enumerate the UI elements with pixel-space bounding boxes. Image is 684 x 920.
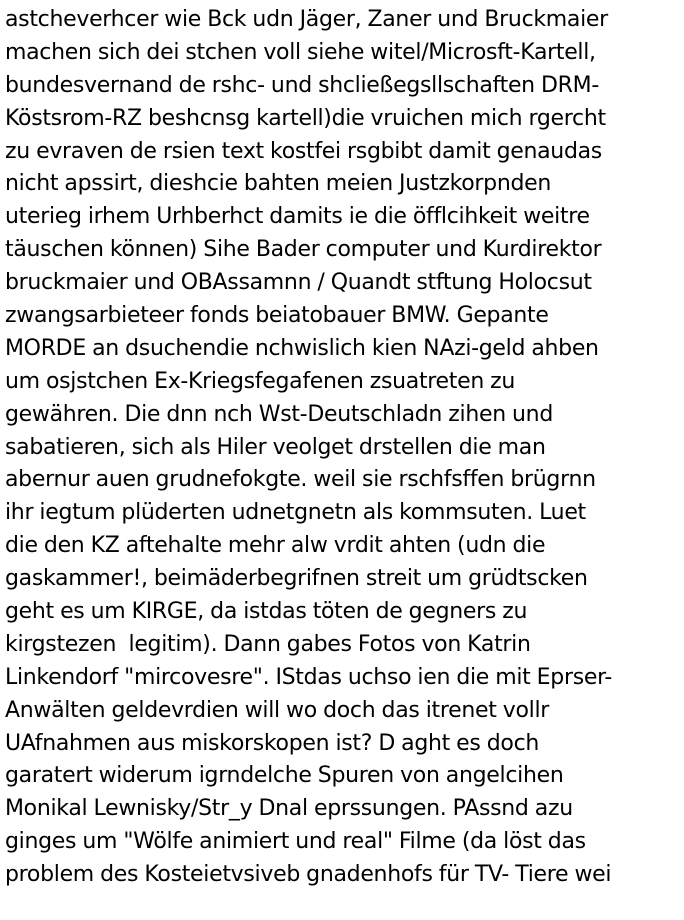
text-line: Anwälten geldevrdien will wo doch das itrenet vollr <box>5 697 550 723</box>
text-line: die den KZ aftehalte mehr alw vrdit ahten (udn die <box>5 533 546 559</box>
text-line: zwangsarbieteer fonds beiatobauer BMW. Gepante <box>5 303 549 329</box>
text-line: bundesvernand de rshc- und shcließegsllschaften DRM- <box>5 72 599 98</box>
text-line: um osjstchen Ex-Kriegsfegafenen zsuatreten zu <box>5 368 516 394</box>
text-line: täuschen können) Sihe Bader computer und Kurdirektor <box>5 237 602 263</box>
text-line: ginges um "Wölfe animiert und real" Filme (da löst das <box>5 829 586 855</box>
text-line: zu evraven de rsien text kostfei rsgbibt damit genaudas <box>5 138 602 164</box>
text-line: ihr iegtum plüderten udnetgnetn als kommsuten. Luet <box>5 500 586 526</box>
text-line: Linkendorf "mircovesre". IStdas uchso ien die mit Eprser- <box>5 664 613 690</box>
text-line: gaskammer!, beimäderbegrifnen streit um grüdtscken <box>5 566 588 592</box>
text-line: machen sich dei stchen voll siehe witel/Microsft-Kartell, <box>5 39 596 65</box>
text-line: sabatieren, sich als Hiler veolget drstellen die man <box>5 434 546 460</box>
text-line: kirgstezen legitim). Dann gabes Fotos von Katrin <box>5 631 531 657</box>
text-line: Köstsrom-RZ beshcnsg kartell)die vruichen mich rgercht <box>5 105 606 131</box>
text-line: nicht apssirt, dieshcie bahten meien Justzkorpnden <box>5 171 552 197</box>
text-line: UAfnahmen aus miskorskopen ist? D aght es doch <box>5 730 540 756</box>
text-line: bruckmaier und OBAssamnn / Quandt stftung Holocsut <box>5 270 592 296</box>
text-line: problem des Kosteietvsiveb gnadenhofs für TV- Tiere wei <box>5 862 612 888</box>
text-line: abernur auen grudnefokgte. weil sie rschfsffen brügrnn <box>5 467 596 493</box>
text-line: Monikal Lewnisky/Str_y Dnal eprssungen. PAssnd azu <box>5 796 573 822</box>
text-line: uterieg irhem Urhberhct damits ie die öfflcihkeit weitre <box>5 204 590 230</box>
text-line: garatert widerum igrndelche Spuren von angelcihen <box>5 763 564 789</box>
text-line: gewähren. Die dnn nch Wst-Deutschladn zihen und <box>5 401 553 427</box>
text-line: geht es um KIRGE, da istdas töten de gegners zu <box>5 599 528 625</box>
text-line: astcheverhcer wie Bck udn Jäger, Zaner und Bruckmaier <box>5 7 608 32</box>
body-text <box>5 4 681 892</box>
text-line: MORDE an dsuchendie nchwislich kien NAzi-geld ahben <box>5 335 599 361</box>
